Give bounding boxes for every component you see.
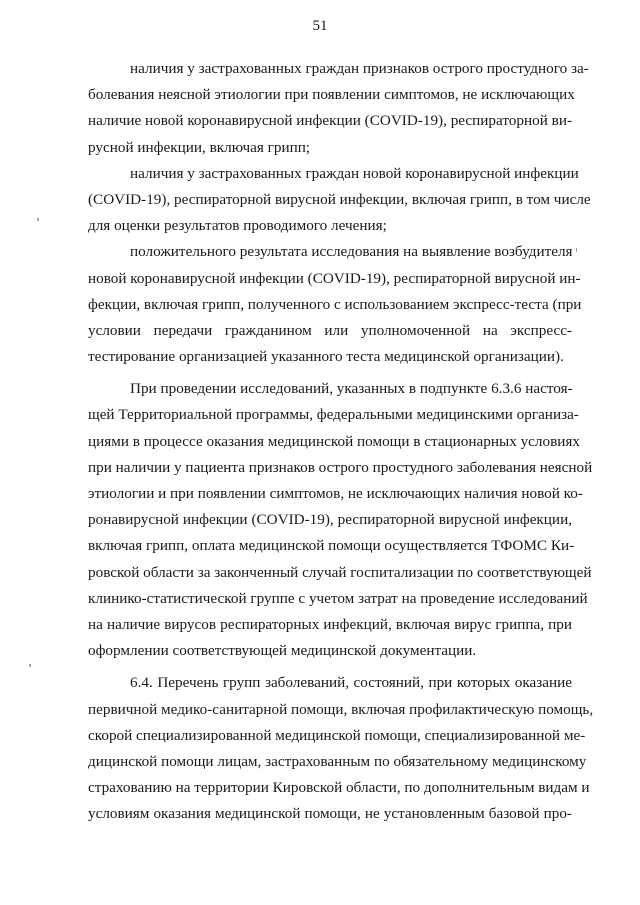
paragraph-4 (88, 376, 593, 664)
text-line: на наличие вирусов респираторных инфекций, включая вирус гриппа, при (88, 615, 572, 633)
text-line: тестирование организацией указанного теста медицинской организации). (88, 348, 564, 366)
text-line: русной инфекции, включая грипп; (88, 138, 311, 156)
text-line: наличия у застрахованных граждан признаков острого простудного за- (130, 60, 589, 77)
text-line: фекции, включая грипп, полученного с использованием экспресс-теста (при (88, 295, 582, 313)
text-line: оформлении соответствующей медицинской документации. (88, 642, 477, 660)
text-line: циями в процессе оказания медицинской помощи в стационарных условиях (88, 432, 580, 450)
scan-speck (29, 664, 31, 667)
text-line: (COVID-19), респираторной вирусной инфекции, включая грипп, в том числе (88, 190, 591, 208)
paragraph-5 (88, 670, 594, 827)
text-line: наличия у застрахованных граждан новой коронавирусной инфекции (130, 164, 579, 182)
text-line: при наличии у пациента признаков острого простудного заболевания неясной (88, 458, 593, 476)
text-line: новой коронавирусной инфекции (COVID-19), респираторной вирусной ин- (88, 269, 581, 287)
paragraph-3 (88, 239, 582, 370)
text-line: клинико-статистической группе с учетом затрат на проведение исследований (88, 589, 588, 607)
text-line: страхованию на территории Кировской области, по дополнительным видам и (88, 779, 590, 797)
paragraph-1 (88, 56, 589, 161)
text-line: этиологии и при появлении симптомов, не исключающих наличия новой ко- (88, 485, 583, 502)
text-line: условии передачи гражданином или уполномоченной на экспресс- (88, 321, 572, 339)
text-line: щей Территориальной программы, федеральными медицинскими организа- (88, 406, 579, 424)
text-line: скорой специализированной медицинской помощи, специализированной ме- (88, 726, 586, 744)
text-line: При проведении исследований, указанных в подпункте 6.3.6 настоя- (130, 380, 573, 398)
text-line: наличие новой коронавирусной инфекции (COVID-19), респираторной ви- (88, 112, 572, 130)
text-line: положительного результата исследования на выявление возбудителя (130, 243, 573, 261)
body-text (88, 56, 594, 827)
text-line: ровской области за законченный случай госпитализации по соответствующей (88, 563, 592, 581)
text-line: включая грипп, оплата медицинской помощи осуществляется ТФОМС Ки- (88, 537, 575, 555)
text-line: ронавирусной инфекции (COVID-19), респираторной вирусной инфекции, (88, 511, 572, 529)
text-line: первичной медико-санитарной помощи, включая профилактическую помощь, (88, 700, 594, 718)
scan-speck (576, 248, 577, 252)
scan-speck (37, 218, 39, 221)
text-line: болевания неясной этиологии при появлении симптомов, не исключающих (88, 86, 575, 104)
text-line: условиям оказания медицинской помощи, не установленным базовой про- (88, 805, 572, 823)
text-line: для оценки результатов проводимого лечения; (88, 217, 387, 235)
paragraph-2 (88, 161, 591, 240)
text-line: 6.4. Перечень групп заболеваний, состояний, при которых оказание (130, 674, 572, 692)
text-line: дицинской помощи лицам, застрахованным по обязательному медицинскому (88, 752, 587, 770)
page-number: 51 (312, 18, 328, 34)
